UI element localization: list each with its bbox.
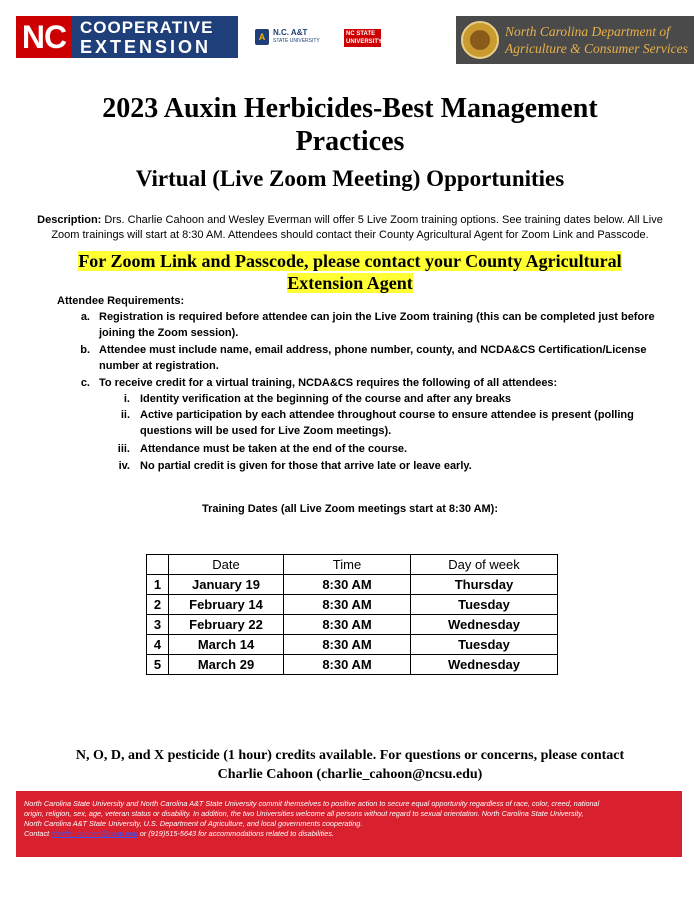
- row-time: 8:30 AM: [284, 635, 411, 655]
- row-num: 3: [147, 615, 169, 635]
- req-i-line1: Identity verification at the beginning of the course and after any breaks: [140, 393, 512, 405]
- ncda-wordmark: [505, 23, 688, 57]
- description-text: Drs. Charlie Cahoon and Wesley Everman will offer 5 Live Zoom training options. See training dates below. All Live Zoom trainings will start at 8:30 AM. Attendees should contact their County Agricultural Agent for Zoom Link and Passcode.: [51, 214, 663, 241]
- row-num: 2: [147, 595, 169, 615]
- req-b-line1: Attendee must include name, email address, phone number, county, and NCDA&CS Certification/License: [99, 344, 647, 356]
- req-c-line1: To receive credit for a virtual training, NCDA&CS requires the following of all attendees:: [99, 377, 558, 389]
- footer-line3: North Carolina A&T State University, U.S. Department of Agriculture, and local governments cooperating.: [24, 819, 363, 828]
- title-line1: 2023 Auxin Herbicides-Best Management: [102, 93, 598, 124]
- training-dates-heading: Training Dates (all Live Zoom meetings start at 8:30 AM):: [201, 503, 499, 515]
- notice-line2: Extension Agent: [287, 273, 413, 293]
- page-title: [0, 92, 700, 158]
- row-num: 5: [147, 655, 169, 675]
- ncda-logo: [456, 16, 694, 64]
- aggie-sub: STATE UNIVERSITY: [273, 38, 320, 44]
- req-b-line2: number at registration.: [99, 360, 219, 372]
- ncda-seal-icon: [461, 21, 499, 59]
- row-time: 8:30 AM: [284, 655, 411, 675]
- aggie-wordmark: [273, 29, 320, 45]
- footer-email-link[interactable]: charlie_cahoon@ncsu.edu: [51, 829, 138, 838]
- header-time: Time: [284, 555, 411, 575]
- req-iv-label: iv.: [118, 460, 130, 472]
- footer-line2: origin, religion, sex, age, veteran status or disability. In addition, the two Universities welcome all persons without regard to sexual orientation. North Carolina State University,: [24, 809, 584, 818]
- table-row: [147, 635, 558, 655]
- aggie-emblem-icon: A: [255, 29, 269, 45]
- nc-cooperative-extension-logo: [16, 16, 238, 58]
- row-date: February 14: [169, 595, 284, 615]
- nc-logo-mark: NC: [16, 16, 72, 58]
- row-num: 4: [147, 635, 169, 655]
- row-time: 8:30 AM: [284, 575, 411, 595]
- footer-contact-suffix: or (919)515-5643 for accommodations related to disabilities.: [137, 829, 335, 838]
- coop-line2: EXTENSION: [80, 36, 212, 57]
- table-row: [147, 655, 558, 675]
- table-row: [147, 615, 558, 635]
- header-num: [147, 555, 169, 575]
- row-day: Thursday: [411, 575, 558, 595]
- req-a-line1: Registration is required before attendee can join the Live Zoom training (this can be completed just before: [99, 311, 655, 323]
- header-date: Date: [169, 555, 284, 575]
- req-iii-label: iii.: [117, 443, 130, 455]
- table-row: [147, 595, 558, 615]
- ncstate-line1: NC STATE: [346, 31, 376, 37]
- req-iii-line1: Attendance must be taken at the end of the course.: [140, 443, 408, 455]
- row-time: 8:30 AM: [284, 595, 411, 615]
- title-line2: Practices: [295, 126, 405, 157]
- requirements-heading: Attendee Requirements:: [57, 295, 185, 307]
- table-header-row: [147, 555, 558, 575]
- footer-contact-prefix: Contact: [24, 829, 52, 838]
- footer-disclaimer: [16, 791, 682, 857]
- footer-line1: North Carolina State University and North Carolina A&T State University commit themselves to positive action to secure equal opportunity regardless of race, color, creed, national: [24, 799, 600, 808]
- req-a-label: a.: [80, 311, 90, 323]
- credits-notice: [0, 746, 700, 784]
- req-ii-line1: Active participation by each attendee throughout course to ensure attendee is present (polling: [140, 409, 634, 421]
- req-a-line2: joining the Zoom session).: [99, 327, 239, 339]
- row-date: March 14: [169, 635, 284, 655]
- aggie-name: N.C. A&T: [273, 28, 308, 37]
- training-dates-table: [146, 554, 558, 675]
- ncstate-line2: UNIVERSITY: [346, 39, 383, 45]
- ncda-line1: North Carolina Department of: [505, 24, 670, 39]
- row-day: Tuesday: [411, 635, 558, 655]
- credits-line1: N, O, D, and X pesticide (1 hour) credits available. For questions or concerns, please contact: [75, 748, 625, 763]
- req-iv-line1: No partial credit is given for those that arrive late or leave early.: [140, 460, 472, 472]
- req-ii-label: ii.: [120, 409, 130, 421]
- req-ii-line2: questions will be used for Live Zoom meetings).: [140, 425, 392, 437]
- row-date: February 22: [169, 615, 284, 635]
- description-label: Description:: [37, 214, 102, 226]
- table-row: [147, 575, 558, 595]
- row-date: January 19: [169, 575, 284, 595]
- coop-extension-wordmark: [72, 16, 238, 58]
- coop-line1: COOPERATIVE: [80, 17, 214, 37]
- page-subtitle: Virtual (Live Zoom Meeting) Opportunities: [135, 166, 565, 191]
- header-day: Day of week: [411, 555, 558, 575]
- description: [22, 213, 678, 243]
- row-time: 8:30 AM: [284, 615, 411, 635]
- notice-line1: For Zoom Link and Passcode, please contact your County Agricultural: [78, 251, 622, 271]
- req-i-label: i.: [123, 393, 130, 405]
- req-c-label: c.: [80, 377, 90, 389]
- nc-state-logo: [344, 29, 381, 47]
- row-num: 1: [147, 575, 169, 595]
- row-date: March 29: [169, 655, 284, 675]
- row-day: Wednesday: [411, 655, 558, 675]
- row-day: Tuesday: [411, 595, 558, 615]
- req-b-label: b.: [80, 344, 90, 356]
- nc-at-logo: [255, 28, 345, 46]
- row-day: Wednesday: [411, 615, 558, 635]
- ncda-line2: Agriculture & Consumer Services: [505, 41, 688, 56]
- credits-line2: Charlie Cahoon (charlie_cahoon@ncsu.edu): [217, 767, 483, 782]
- zoom-link-notice: [0, 250, 700, 294]
